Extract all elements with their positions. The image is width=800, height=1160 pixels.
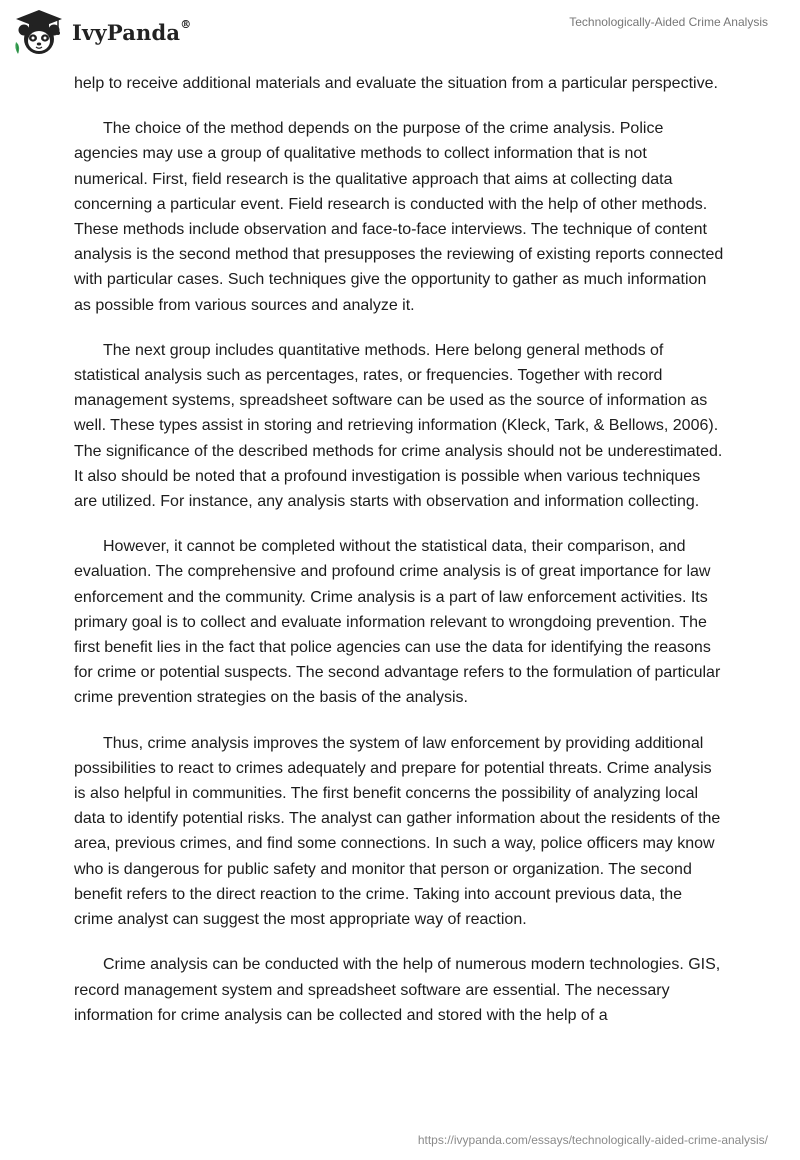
paragraph: However, it cannot be completed without the statistical data, their comparison, and evaluation. The comprehensive and profound crime analysis is of great importance for law enforcement and the community. Crime analysis is a part of law enforcement activities. Its primary goal is to collect and evaluate information relevant to wrongdoing prevention. The first benefit lies in the fact that police agencies can use the data for identifying the reasons for crime or potential suspects. The second advantage refers to the formulation of particular crime prevention strategies on the basis of the analysis.: [74, 538, 721, 707]
paragraph: Crime analysis can be conducted with the help of numerous modern technologies. GIS, record management system and spreadsheet software are essential. The necessary information for crime analysis can be collected and stored with the help of a: [74, 956, 721, 1024]
essay-body: [74, 71, 724, 1048]
paragraph: The choice of the method depends on the purpose of the crime analysis. Police agencies may use a group of qualitative methods to collect information that is not numerical. First, field research is the qualitative approach that aims at collecting data concerning a particular event. Field research is conducted with the help of other methods. These methods include observation and face-to-face interviews. The technique of content analysis is the second method that presupposes the reviewing of existing reports connected with particular cases. Such techniques give the opportunity to gather as much information as possible from various sources and analyze it.: [74, 120, 724, 314]
page-header: [0, 0, 800, 70]
paragraph: Thus, crime analysis improves the system of law enforcement by providing additional possibilities to react to crimes adequately and prepare for potential threats. Crime analysis is also helpful in communities. The first benefit concerns the possibility of analyzing local data to identify potential risks. The analyst can gather information about the residents of the area, previous crimes, and find some connections. In such a way, police officers may know who is dangerous for public safety and monitor that person or organization. The second benefit refers to the direct reaction to the crime. Taking into account previous data, the crime analyst can suggest the most appropriate way of reaction.: [74, 734, 721, 929]
panda-graduate-icon: [12, 8, 66, 56]
document-title: Technologically-Aided Crime Analysis: [569, 15, 768, 29]
source-url[interactable]: https://ivypanda.com/essays/technologically-aided-crime-analysis/: [417, 1133, 768, 1147]
paragraph: The next group includes quantitative methods. Here belong general methods of statistical analysis such as percentages, rates, or frequencies. Together with record management systems, spreadsheet software can be used as the source of information as well. These types assist in storing and retrieving information (Kleck, Tark, & Bellows, 2006). The significance of the described methods for crime analysis should not be underestimated. It also should be noted that a profound investigation is possible when various techniques are utilized. For instance, any analysis starts with observation and information collecting.: [74, 341, 723, 511]
paragraph: help to receive additional materials and evaluate the situation from a particular perspective.: [74, 75, 718, 92]
brand-name: IvyPanda®: [72, 17, 192, 45]
ivypanda-logo[interactable]: [12, 8, 191, 56]
